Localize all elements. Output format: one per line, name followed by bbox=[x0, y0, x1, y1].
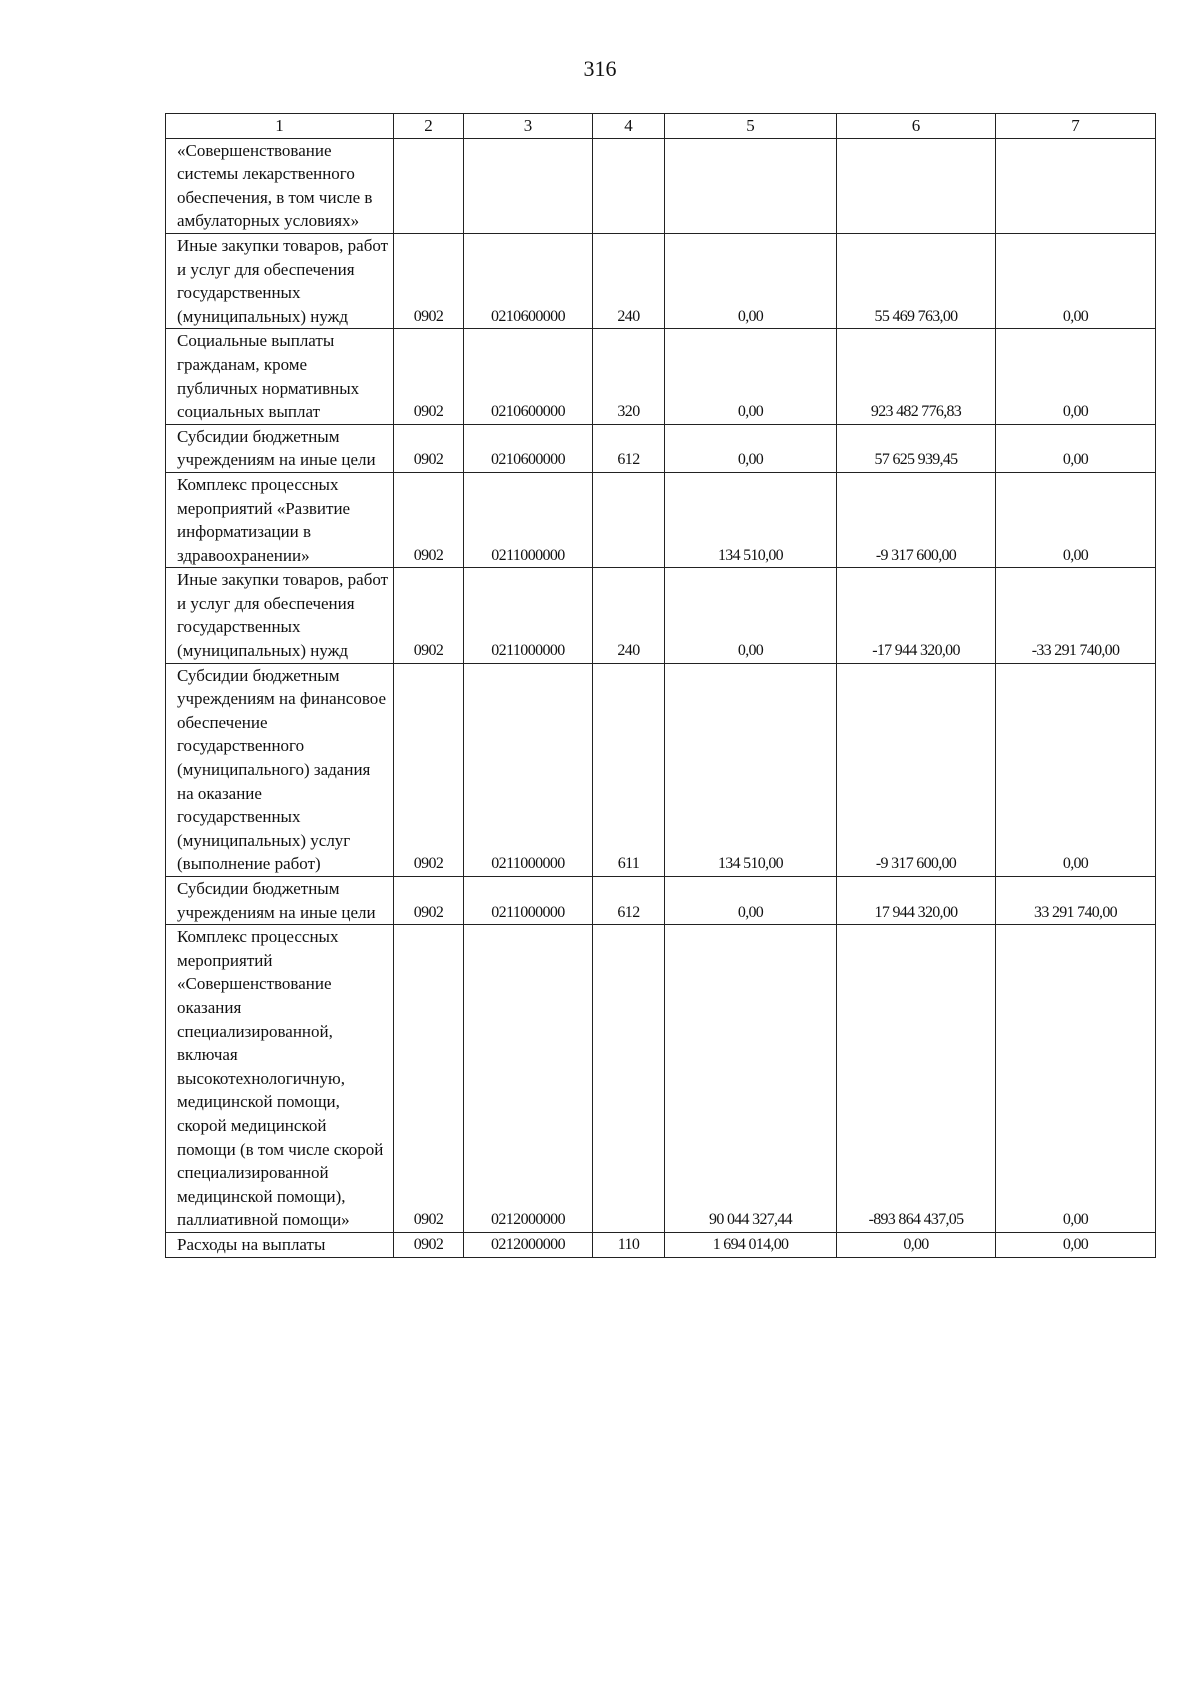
section-code-cell: 0902 bbox=[394, 233, 464, 328]
table-row bbox=[166, 329, 1156, 424]
expense-type-cell bbox=[593, 138, 665, 233]
table-row bbox=[166, 1232, 1156, 1257]
amount-col7-cell: -33 291 740,00 bbox=[996, 568, 1156, 663]
amount-col5-cell: 134 510,00 bbox=[665, 663, 837, 876]
amount-col6-cell: 923 482 776,83 bbox=[837, 329, 996, 424]
amount-col6-cell: -9 317 600,00 bbox=[837, 663, 996, 876]
expense-type-cell bbox=[593, 925, 665, 1233]
section-code-cell: 0902 bbox=[394, 663, 464, 876]
row-name-cell: Субсидии бюджетным учреждениям на финансовое обеспечение государственного (муниципального) задания на оказание государственных (муниципальных) услуг (выполнение работ) bbox=[166, 663, 394, 876]
row-name-cell: Субсидии бюджетным учреждениям на иные цели bbox=[166, 877, 394, 925]
target-code-cell: 0210600000 bbox=[464, 233, 593, 328]
amount-col5-cell: 0,00 bbox=[665, 877, 837, 925]
row-name-cell: «Совершенствование системы лекарственного обеспечения, в том числе в амбулаторных условиях» bbox=[166, 138, 394, 233]
amount-col7-cell: 0,00 bbox=[996, 1232, 1156, 1257]
table-row bbox=[166, 424, 1156, 472]
header-row bbox=[166, 114, 1156, 139]
column-header: 1 bbox=[166, 114, 394, 139]
amount-col6-cell: 17 944 320,00 bbox=[837, 877, 996, 925]
table-body bbox=[166, 138, 1156, 1257]
amount-col6-cell: 0,00 bbox=[837, 1232, 996, 1257]
amount-col6-cell: -893 864 437,05 bbox=[837, 925, 996, 1233]
column-header: 2 bbox=[394, 114, 464, 139]
column-header: 6 bbox=[837, 114, 996, 139]
table-row bbox=[166, 138, 1156, 233]
amount-col7-cell: 0,00 bbox=[996, 663, 1156, 876]
table-row bbox=[166, 233, 1156, 328]
amount-col5-cell: 134 510,00 bbox=[665, 472, 837, 567]
table-row bbox=[166, 568, 1156, 663]
expense-type-cell: 612 bbox=[593, 424, 665, 472]
amount-col7-cell bbox=[996, 138, 1156, 233]
target-code-cell: 0210600000 bbox=[464, 424, 593, 472]
table-row bbox=[166, 925, 1156, 1233]
row-name-cell: Иные закупки товаров, работ и услуг для обеспечения государственных (муниципальных) нужд bbox=[166, 233, 394, 328]
target-code-cell bbox=[464, 138, 593, 233]
amount-col7-cell: 0,00 bbox=[996, 925, 1156, 1233]
row-name-cell: Социальные выплаты гражданам, кроме публичных нормативных социальных выплат bbox=[166, 329, 394, 424]
amount-col5-cell: 0,00 bbox=[665, 424, 837, 472]
section-code-cell bbox=[394, 138, 464, 233]
target-code-cell: 0211000000 bbox=[464, 472, 593, 567]
target-code-cell: 0212000000 bbox=[464, 925, 593, 1233]
amount-col7-cell: 0,00 bbox=[996, 329, 1156, 424]
budget-table bbox=[165, 113, 1156, 1258]
column-header: 5 bbox=[665, 114, 837, 139]
target-code-cell: 0211000000 bbox=[464, 568, 593, 663]
amount-col6-cell: 55 469 763,00 bbox=[837, 233, 996, 328]
column-header: 3 bbox=[464, 114, 593, 139]
column-header: 7 bbox=[996, 114, 1156, 139]
amount-col7-cell: 0,00 bbox=[996, 424, 1156, 472]
amount-col7-cell: 0,00 bbox=[996, 233, 1156, 328]
amount-col6-cell: -17 944 320,00 bbox=[837, 568, 996, 663]
row-name-cell: Комплекс процессных мероприятий «Совершенствование оказания специализированной, включая высокотехнологичную, медицинской помощи, скорой медицинской помощи (в том числе скорой специализированной медицинской помощи), паллиативной помощи» bbox=[166, 925, 394, 1233]
table-row bbox=[166, 663, 1156, 876]
table-row bbox=[166, 472, 1156, 567]
section-code-cell: 0902 bbox=[394, 925, 464, 1233]
target-code-cell: 0211000000 bbox=[464, 877, 593, 925]
amount-col6-cell: -9 317 600,00 bbox=[837, 472, 996, 567]
expense-type-cell: 240 bbox=[593, 568, 665, 663]
expense-type-cell bbox=[593, 472, 665, 567]
target-code-cell: 0212000000 bbox=[464, 1232, 593, 1257]
section-code-cell: 0902 bbox=[394, 472, 464, 567]
row-name-cell: Комплекс процессных мероприятий «Развитие информатизации в здравоохранении» bbox=[166, 472, 394, 567]
section-code-cell: 0902 bbox=[394, 1232, 464, 1257]
amount-col6-cell: 57 625 939,45 bbox=[837, 424, 996, 472]
amount-col7-cell: 0,00 bbox=[996, 472, 1156, 567]
amount-col7-cell: 33 291 740,00 bbox=[996, 877, 1156, 925]
section-code-cell: 0902 bbox=[394, 877, 464, 925]
column-header: 4 bbox=[593, 114, 665, 139]
section-code-cell: 0902 bbox=[394, 329, 464, 424]
expense-type-cell: 110 bbox=[593, 1232, 665, 1257]
amount-col5-cell: 90 044 327,44 bbox=[665, 925, 837, 1233]
page-number: 316 bbox=[583, 56, 617, 81]
expense-type-cell: 612 bbox=[593, 877, 665, 925]
table-row bbox=[166, 877, 1156, 925]
target-code-cell: 0211000000 bbox=[464, 663, 593, 876]
expense-type-cell: 611 bbox=[593, 663, 665, 876]
amount-col5-cell: 0,00 bbox=[665, 329, 837, 424]
amount-col5-cell: 0,00 bbox=[665, 233, 837, 328]
expense-type-cell: 320 bbox=[593, 329, 665, 424]
row-name-cell: Субсидии бюджетным учреждениям на иные цели bbox=[166, 424, 394, 472]
row-name-cell: Иные закупки товаров, работ и услуг для обеспечения государственных (муниципальных) нужд bbox=[166, 568, 394, 663]
amount-col5-cell: 0,00 bbox=[665, 568, 837, 663]
target-code-cell: 0210600000 bbox=[464, 329, 593, 424]
section-code-cell: 0902 bbox=[394, 424, 464, 472]
amount-col5-cell: 1 694 014,00 bbox=[665, 1232, 837, 1257]
section-code-cell: 0902 bbox=[394, 568, 464, 663]
row-name-cell: Расходы на выплаты bbox=[166, 1232, 394, 1257]
amount-col6-cell bbox=[837, 138, 996, 233]
amount-col5-cell bbox=[665, 138, 837, 233]
expense-type-cell: 240 bbox=[593, 233, 665, 328]
